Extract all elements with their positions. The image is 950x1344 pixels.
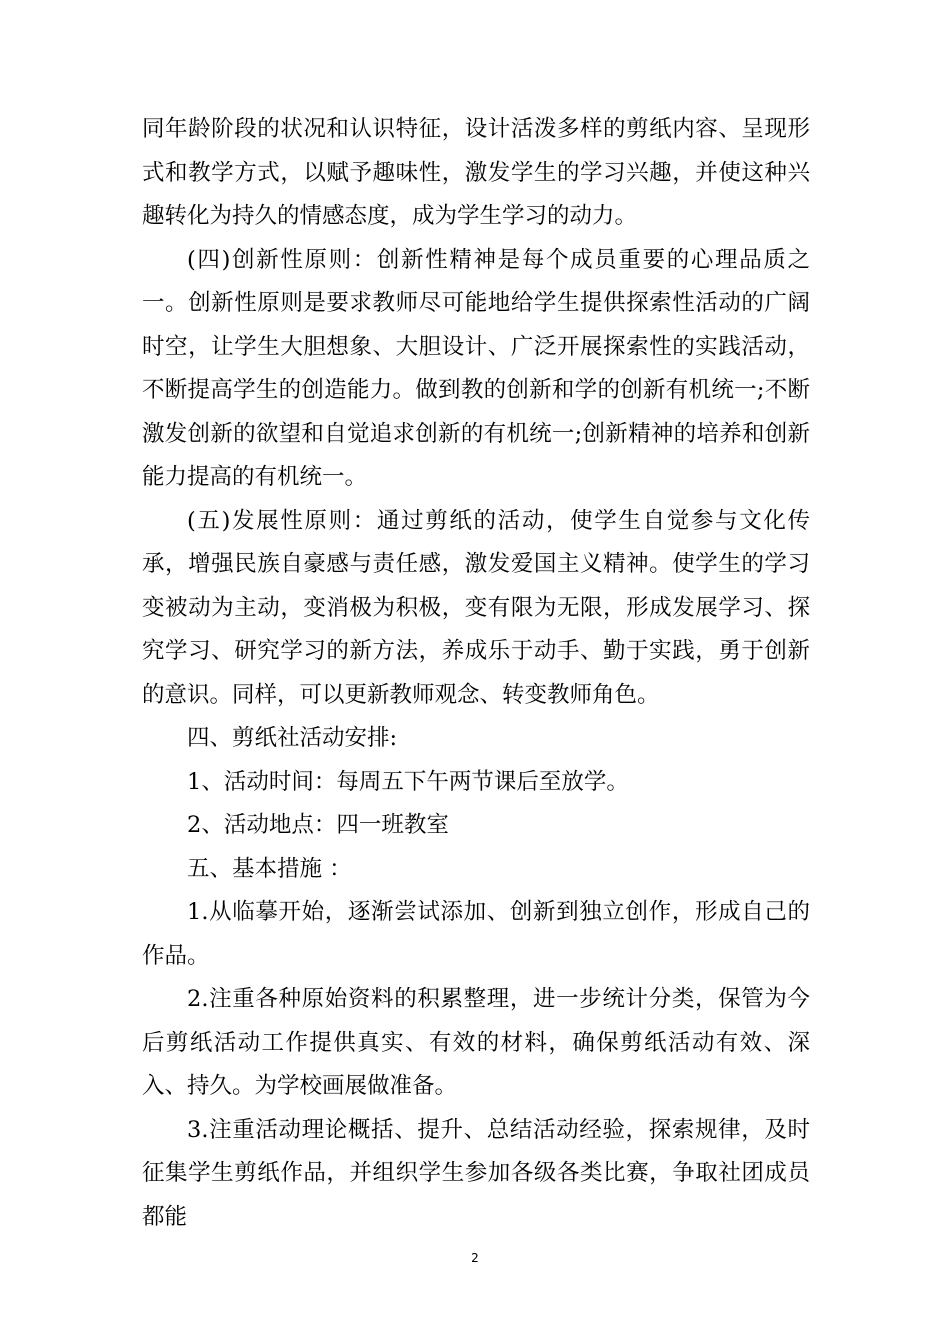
list-item-activity-location: 2、活动地点：四一班教室	[187, 812, 449, 838]
paragraph-continuation: 同年龄阶段的状况和认识特征，设计活泼多样的剪纸内容、呈现形式和教学方式，以赋予趣味性，激发学生的学习兴趣，并使这种兴趣转化为持久的情感态度，成为学生学习的动力。	[142, 116, 810, 229]
list-item-measure-1: 1.从临摹开始，逐渐尝试添加、创新到独立创作，形成自己的作品。	[142, 899, 810, 969]
document-body	[142, 108, 810, 1239]
section-heading-basic-measures: 五、基本措施 ：	[187, 855, 352, 882]
list-item-activity-time: 1、活动时间：每周五下午两节课后至放学。	[187, 768, 629, 795]
page-number: 2	[471, 1251, 479, 1265]
paragraph-development-principle: (五)发展性原则：通过剪纸的活动，使学生自觉参与文化传承，增强民族自豪感与责任感，激发爱国主义精神。使学生的学习变被动为主动，变消极为积极，变有限为无限，形成发展学习、探究学习、研究学习的新方法，养成乐于动手、勤于实践，勇于创新的意识。同样，可以更新教师观念、转变教师角色。	[142, 507, 810, 708]
paragraph-innovation-principle: (四)创新性原则：创新性精神是每个成员重要的心理品质之一。创新性原则是要求教师尽可能地给学生提供探索性活动的广阔时空，让学生大胆想象、大胆设计、广泛开展探索性的实践活动，不断提高学生的创造能力。做到教的创新和学的创新有机统一;不断激发创新的欲望和自觉追求创新的有机统一;创新精神的培养和创新能力提高的有机统一。	[142, 246, 810, 490]
list-item-measure-3: 3.注重活动理论概括、提升、总结活动经验，探索规律，及时征集学生剪纸作品，并组织学生参加各级各类比赛，争取社团成员都能	[142, 1116, 810, 1230]
list-item-measure-2: 2.注重各种原始资料的积累整理，进一步统计分类，保管为今后剪纸活动工作提供真实、有效的材料，确保剪纸活动有效、深入、持久。为学校画展做准备。	[142, 986, 810, 1099]
section-heading-activity-arrangement: 四、剪纸社活动安排:	[187, 725, 398, 751]
